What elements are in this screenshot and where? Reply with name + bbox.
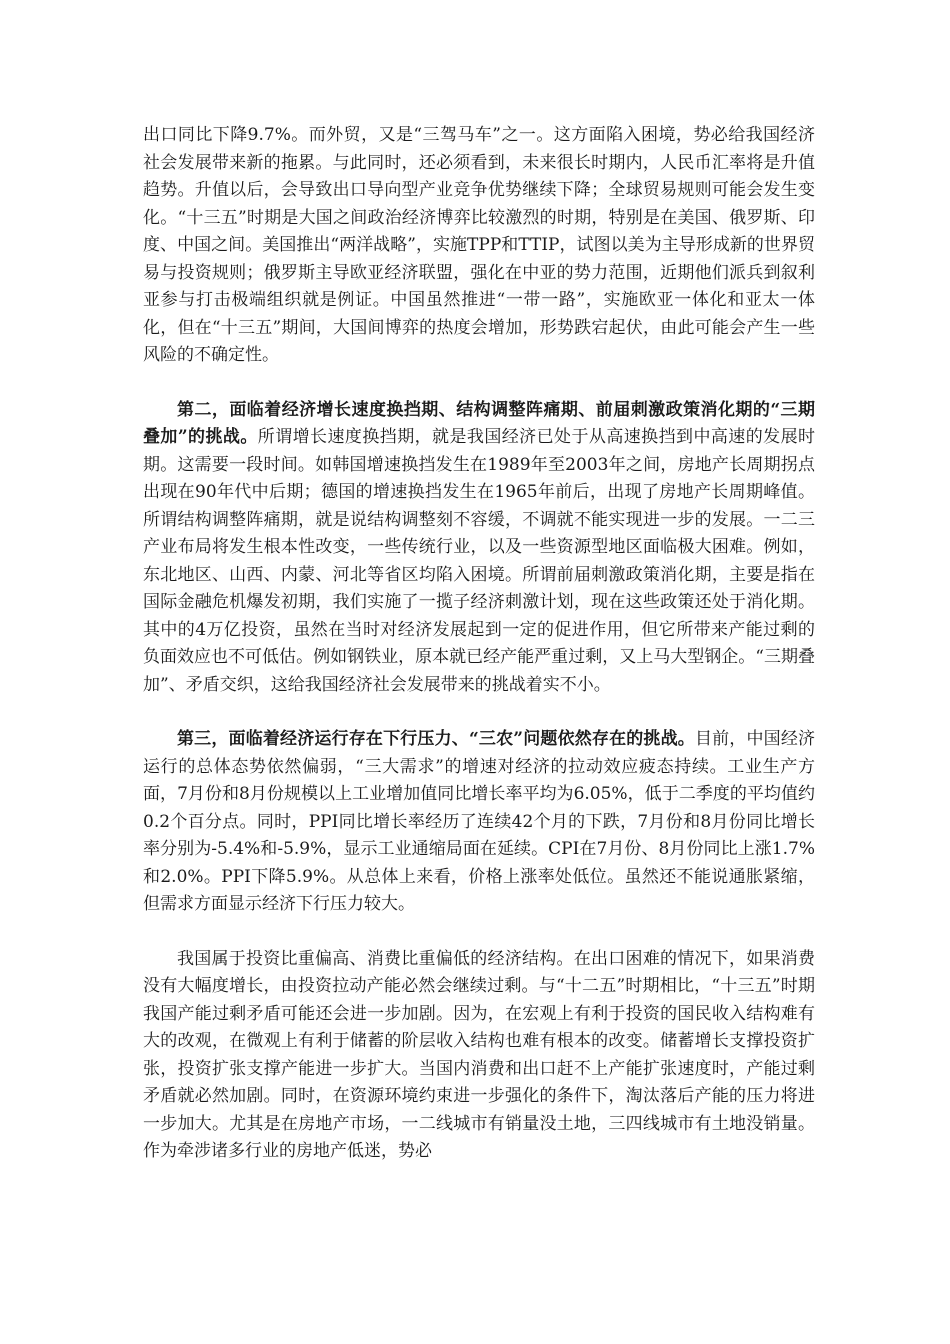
paragraph-lead-heading: 第三，面临着经济运行存在下行压力、“三农”问题依然存在的挑战。 [177,729,695,749]
paragraph-text: 我国属于投资比重偏高、消费比重偏低的经济结构。在出口困难的情况下，如果消费没有大幅度增长，由投资拉动产能必然会继续过剩。与“十二五”时期相比，“十三五”时期我国产能过剩矛盾可能还会进一步加剧。因为，在宏观上有利于投资的国民收入结构难有大的改观，在微观上有利于储蓄的阶层收入结构也难有根本的改变。储蓄增长支撑投资扩张，投资扩张支撑产能进一步扩大。当国内消费和出口赶不上产能扩张速度时，产能过剩矛盾就必然加剧。同时，在资源环境约束进一步强化的条件下，淘汰落后产能的压力将进一步加大。尤其是在房地产市场，一二线城市有销量没土地，三四线城市有土地没销量。作为牵涉诸多行业的房地产低迷，势必 [143,948,815,1161]
document-body [143,122,815,1193]
paragraph-lead-heading: 第二，面临着经济增长速度换挡期、结构调整阵痛期、前届刺激政策消化期的“三期叠加”的挑战。 [143,399,815,447]
paragraph-text: 目前，中国经济运行的总体态势依然偏弱，“三大需求”的增速对经济的拉动效应疲态持续。工业生产方面，7月份和8月份规模以上工业增加值同比增长率平均为6.05%，低于二季度的平均值约0.2个百分点。同时，PPI同比增长率经历了连续42个月的下跌，7月份和8月份同比增长率分别为-5.4%和-5.9%，显示工业通缩局面在延续。CPI在7月份、8月份同比上涨1.7%和2.0%。PPI下降5.9%。从总体上来看，价格上涨率处低位。虽然还不能说通胀紧缩，但需求方面显示经济下行压力较大。 [143,729,815,914]
paragraph-text: 所谓增长速度换挡期，就是我国经济已处于从高速换挡到中高速的发展时期。这需要一段时间。如韩国增速换挡发生在1989年至2003年之间，房地产长周期拐点出现在90年代中后期；德国的增速换挡发生在1965年前后，出现了房地产长周期峰值。所谓结构调整阵痛期，就是说结构调整刻不容缓，不调就不能实现进一步的发展。一二三产业布局将发生根本性改变，一些传统行业，以及一些资源型地区面临极大困难。例如，东北地区、山西、内蒙、河北等省区均陷入困境。所谓前届刺激政策消化期，主要是指在国际金融危机爆发初期，我们实施了一揽子经济刺激计划，现在这些政策还处于消化期。其中的4万亿投资，虽然在当时对经济发展起到一定的促进作用，但它所带来产能过剩的负面效应也不可低估。例如钢铁业，原本就已经产能严重过剩，又上马大型钢企。“三期叠加”、矛盾交织，这给我国经济社会发展带来的挑战着实不小。 [143,427,816,695]
paragraph-downward-pressure [143,726,815,919]
paragraph-investment-structure [143,946,815,1166]
paragraph-trade-risk [143,122,815,370]
paragraph-three-periods [143,397,815,700]
paragraph-text: 出口同比下降9.7%。而外贸，又是“三驾马车”之一。这方面陷入困境，势必给我国经济社会发展带来新的拖累。与此同时，还必须看到，未来很长时期内，人民币汇率将是升值趋势。升值以后，会导致出口导向型产业竞争优势继续下降；全球贸易规则可能会发生变化。“十三五”时期是大国之间政治经济博弈比较激烈的时期，特别是在美国、俄罗斯、印度、中国之间。美国推出“两洋战略”，实施TPP和TTIP，试图以美为主导形成新的世界贸易与投资规则；俄罗斯主导欧亚经济联盟，强化在中亚的势力范围，近期他们派兵到叙利亚参与打击极端组织就是例证。中国虽然推进“一带一路”，实施欧亚一体化和亚太一体化，但在“十三五”期间，大国间博弈的热度会增加，形势跌宕起伏，由此可能会产生一些风险的不确定性。 [143,125,815,365]
